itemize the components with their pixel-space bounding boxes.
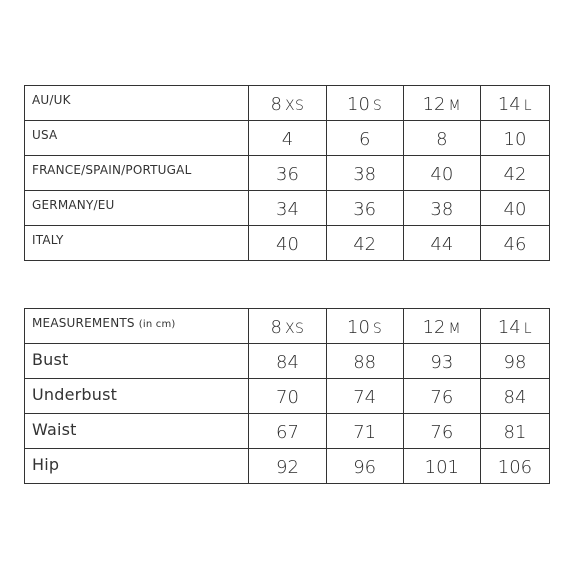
- table-cell: 38: [403, 191, 480, 226]
- measurements-table: [24, 308, 550, 484]
- table-cell: 88: [326, 344, 403, 379]
- table-cell: 36: [326, 191, 403, 226]
- row-label-waist: Waist: [25, 414, 249, 449]
- table-cell: 84: [480, 379, 549, 414]
- size-header-12-m: 12 M: [403, 309, 480, 344]
- table-cell: 38: [326, 156, 403, 191]
- size-header-10-s: 10 S: [326, 86, 403, 121]
- table-cell: 42: [326, 226, 403, 261]
- table-cell: 36: [249, 156, 326, 191]
- unit-label: (in cm): [138, 319, 176, 330]
- table-cell: 96: [326, 449, 403, 484]
- size-header-8-xs: 8 XS: [249, 309, 326, 344]
- table-cell: 4: [249, 121, 326, 156]
- row-label-usa: USA: [25, 121, 249, 156]
- table-cell: 71: [326, 414, 403, 449]
- table-row: [25, 191, 550, 226]
- size-conversion-table: [24, 85, 550, 261]
- row-label-france-spain-portugal: FRANCE/SPAIN/PORTUGAL: [25, 156, 249, 191]
- table-cell: 76: [403, 414, 480, 449]
- size-header-12-m: 12 M: [403, 86, 480, 121]
- table-row: [25, 414, 550, 449]
- table-cell: 92: [249, 449, 326, 484]
- table-header-row: [25, 309, 550, 344]
- table-cell: 46: [480, 226, 549, 261]
- row-label-hip: Hip: [25, 449, 249, 484]
- table-cell: 93: [403, 344, 480, 379]
- row-label-italy: ITALY: [25, 226, 249, 261]
- table-cell: 8: [403, 121, 480, 156]
- table-row: [25, 379, 550, 414]
- table-cell: 34: [249, 191, 326, 226]
- table-cell: 98: [480, 344, 549, 379]
- header-label-measurements: MEASUREMENTS (in cm): [25, 309, 249, 344]
- row-label-bust: Bust: [25, 344, 249, 379]
- size-header-10-s: 10 S: [326, 309, 403, 344]
- size-header-14-l: 14 L: [480, 309, 549, 344]
- table-row: [25, 344, 550, 379]
- size-header-8-xs: 8 XS: [249, 86, 326, 121]
- table-cell: 6: [326, 121, 403, 156]
- table-cell: 84: [249, 344, 326, 379]
- table-cell: 101: [403, 449, 480, 484]
- table-row: [25, 449, 550, 484]
- table-cell: 106: [480, 449, 549, 484]
- table-cell: 74: [326, 379, 403, 414]
- header-label-au-uk: AU/UK: [25, 86, 249, 121]
- table-cell: 40: [403, 156, 480, 191]
- table-row: [25, 121, 550, 156]
- row-label-germany-eu: GERMANY/EU: [25, 191, 249, 226]
- table-row: [25, 226, 550, 261]
- table-cell: 44: [403, 226, 480, 261]
- table-cell: 70: [249, 379, 326, 414]
- table-cell: 42: [480, 156, 549, 191]
- table-cell: 10: [480, 121, 549, 156]
- table-cell: 67: [249, 414, 326, 449]
- size-header-14-l: 14 L: [480, 86, 549, 121]
- table-cell: 40: [480, 191, 549, 226]
- table-cell: 76: [403, 379, 480, 414]
- table-row: [25, 156, 550, 191]
- table-cell: 81: [480, 414, 549, 449]
- row-label-underbust: Underbust: [25, 379, 249, 414]
- table-cell: 40: [249, 226, 326, 261]
- table-header-row: [25, 86, 550, 121]
